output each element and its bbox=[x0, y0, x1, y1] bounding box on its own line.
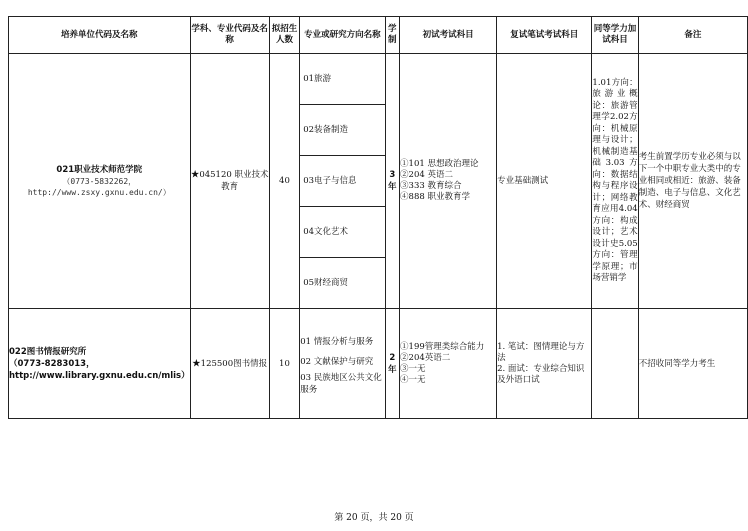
exam-item: 2. 面试：专业综合知识及外语口试 bbox=[497, 363, 585, 385]
direction-item: 01 情报分析与服务 bbox=[300, 336, 374, 347]
exam-item: 专业基础测试 bbox=[497, 175, 549, 186]
header-initial-exam: 初试考试科目 bbox=[400, 17, 497, 54]
exam-item: ④888 职业教育学 bbox=[400, 192, 470, 202]
unit-cell bbox=[9, 54, 191, 309]
table-row bbox=[9, 309, 748, 419]
exam-item: ①199管理类综合能力 bbox=[400, 341, 485, 352]
direction-item: 02 文献保护与研究 bbox=[300, 356, 374, 367]
years-cell: 3年 bbox=[385, 54, 400, 309]
direction-item: 03 民族地区公共文化服务 bbox=[300, 372, 382, 395]
table-row bbox=[9, 54, 748, 309]
unit-contact: （0773-5832262，http://www.zsxy.gxnu.edu.cn/） bbox=[27, 177, 171, 197]
header-years: 学制 bbox=[385, 17, 400, 54]
direction-item: 03电子与信息 bbox=[300, 156, 384, 207]
header-note: 备注 bbox=[638, 17, 747, 54]
direction-item: 01旅游 bbox=[300, 54, 384, 105]
header-row bbox=[9, 17, 748, 54]
retest-exam-cell bbox=[497, 54, 592, 309]
page-footer: 第 20 页，共 20 页 bbox=[334, 513, 414, 523]
header-unit: 培养单位代码及名称 bbox=[9, 17, 191, 54]
exam-item: ④一无 bbox=[400, 374, 426, 385]
exam-item: ②204英语二 bbox=[400, 352, 451, 363]
note-cell: 考生前置学历专业必须与以下一个中职专业大类中的专业相同或相近：旅游、装备制造、电子与信息、文化艺术、财经商贸 bbox=[638, 54, 747, 309]
unit-cell bbox=[9, 309, 191, 419]
note-cell: 不招收同等学力考生 bbox=[638, 309, 747, 419]
exam-item: ②204 英语二 bbox=[400, 170, 453, 180]
years-cell: 2年 bbox=[385, 309, 400, 419]
initial-exam-cell bbox=[400, 54, 497, 309]
equivalent-exam-cell: 1.01方向：旅游业概论：旅游管理学2.02方向：机械原理与设计；机械制造基础3.03方向：数据结构与程序设计；网络教育应用4.04方向：构成设计；艺术设计史5.05方向：管理学原理；市场营销学 bbox=[592, 54, 638, 309]
unit-contact: （0773-8283013，http://www.library.gxnu.edu.cn/mlis） bbox=[9, 358, 190, 381]
exam-item: ③333 教育综合 bbox=[400, 181, 462, 191]
header-quota: 拟招生人数 bbox=[269, 17, 300, 54]
initial-exam-cell bbox=[400, 309, 497, 419]
admissions-table bbox=[8, 16, 748, 419]
exam-item: ①101 思想政治理论 bbox=[400, 159, 479, 169]
header-direction: 专业或研究方向名称 bbox=[300, 17, 385, 54]
header-equivalent-exam: 同等学力加试科目 bbox=[592, 17, 638, 54]
direction-cell bbox=[300, 54, 385, 309]
direction-item: 02装备制造 bbox=[300, 105, 384, 156]
header-retest-exam: 复试笔试考试科目 bbox=[497, 17, 592, 54]
equivalent-exam-cell bbox=[592, 309, 638, 419]
direction-item: 05财经商贸 bbox=[303, 278, 349, 288]
header-major: 学科、专业代码及名称 bbox=[190, 17, 269, 54]
direction-item: 04文化艺术 bbox=[300, 207, 384, 258]
exam-item: ③一无 bbox=[400, 363, 426, 374]
quota-cell: 40 bbox=[269, 54, 300, 309]
exam-item: 1. 笔试：图情理论与方法 bbox=[497, 341, 585, 363]
unit-title: 021职业技术师范学院 bbox=[56, 165, 143, 175]
major-cell: ★125500图书情报 bbox=[190, 309, 269, 419]
quota-cell: 10 bbox=[269, 309, 300, 419]
retest-exam-cell bbox=[497, 309, 592, 419]
unit-title: 022图书情报研究所 bbox=[9, 346, 87, 357]
direction-cell bbox=[300, 309, 385, 419]
major-cell: ★045120 职业技术教育 bbox=[190, 54, 269, 309]
